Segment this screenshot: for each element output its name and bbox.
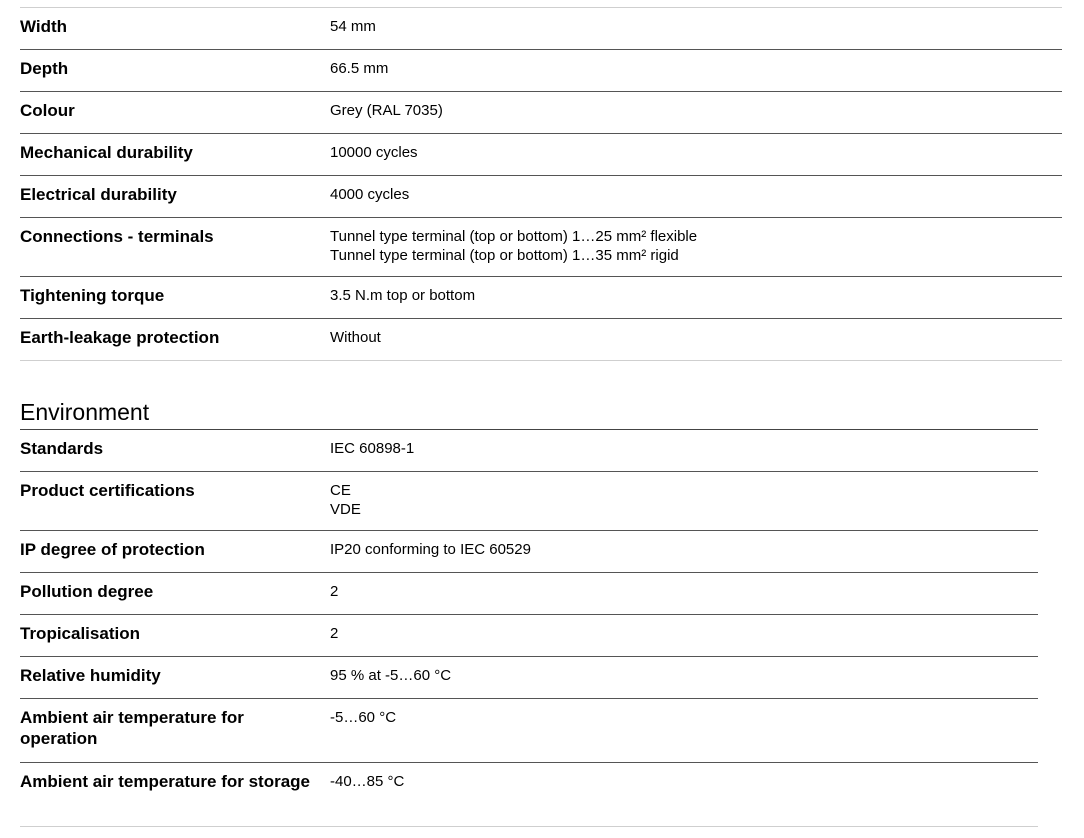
spec-value	[330, 615, 338, 656]
spec-value	[330, 134, 418, 175]
spec-row	[20, 92, 1062, 134]
spec-value-line: -40…85 °C	[330, 773, 405, 790]
spec-value	[330, 319, 381, 360]
spec-value	[330, 176, 409, 217]
spec-label: Standards	[20, 439, 104, 458]
spec-label: Ambient air temperature for operation	[20, 708, 244, 748]
spec-value-line: VDE	[330, 501, 361, 518]
spec-label: Electrical durability	[20, 185, 177, 204]
spec-value-line: 2	[330, 583, 339, 600]
spec-label: Relative humidity	[20, 666, 161, 685]
environment-spec-table	[20, 429, 1038, 827]
spec-row	[20, 277, 1062, 319]
spec-row	[20, 176, 1062, 218]
spec-value-line: 10000 cycles	[330, 144, 418, 161]
spec-row	[20, 8, 1062, 50]
spec-value	[330, 218, 697, 276]
spec-label: Product certifications	[20, 481, 195, 500]
spec-row	[20, 218, 1062, 277]
spec-value	[330, 531, 531, 572]
spec-row	[20, 319, 1062, 361]
spec-value-line: CE	[330, 482, 351, 499]
spec-value-line: 4000 cycles	[330, 186, 410, 203]
spec-row	[20, 573, 1038, 615]
spec-label: Depth	[20, 59, 69, 78]
spec-value-line: Tunnel type terminal (top or bottom) 1…25 mm² flexible	[330, 228, 698, 245]
spec-value-line: IEC 60898-1	[330, 440, 415, 457]
spec-value	[330, 573, 338, 614]
spec-label: Width	[20, 17, 68, 36]
spec-value-line: Grey (RAL 7035)	[330, 102, 443, 119]
spec-value-line: -5…60 °C	[330, 709, 397, 726]
spec-label: IP degree of protection	[20, 540, 205, 559]
spec-label: Connections - terminals	[20, 227, 214, 246]
spec-value	[330, 50, 388, 91]
spec-label: Pollution degree	[20, 582, 154, 601]
spec-label: Mechanical durability	[20, 143, 193, 162]
spec-value-line: 95 % at -5…60 °C	[330, 667, 452, 684]
spec-value-line: 3.5 N.m top or bottom	[330, 287, 476, 304]
spec-value	[330, 92, 443, 133]
spec-value-line: 66.5 mm	[330, 60, 389, 77]
spec-value	[330, 430, 414, 471]
spec-row	[20, 472, 1038, 531]
spec-label: Colour	[20, 101, 75, 120]
spec-value-line: 2	[330, 625, 339, 642]
spec-label: Tropicalisation	[20, 624, 140, 643]
spec-value-line: Tunnel type terminal (top or bottom) 1…35 mm² rigid	[330, 247, 679, 264]
spec-label: Earth-leakage protection	[20, 328, 220, 347]
spec-row	[20, 50, 1062, 92]
spec-value	[330, 8, 376, 49]
spec-label: Tightening torque	[20, 286, 165, 305]
section-title-environment: Environment	[20, 399, 150, 425]
spec-row	[20, 763, 1038, 827]
spec-value-line: Without	[330, 329, 381, 346]
general-spec-table	[20, 7, 1062, 361]
spec-row	[20, 430, 1038, 472]
spec-row	[20, 615, 1038, 657]
spec-value-line: IP20 conforming to IEC 60529	[330, 541, 531, 558]
spec-row	[20, 134, 1062, 176]
spec-value-line: 54 mm	[330, 18, 376, 35]
spec-value	[330, 763, 404, 826]
spec-row	[20, 657, 1038, 699]
spec-label: Ambient air temperature for storage	[20, 772, 311, 791]
spec-row	[20, 531, 1038, 573]
spec-value	[330, 277, 475, 318]
spec-value	[330, 472, 361, 530]
spec-value	[330, 657, 451, 698]
spec-row	[20, 699, 1038, 763]
spec-value	[330, 699, 396, 762]
